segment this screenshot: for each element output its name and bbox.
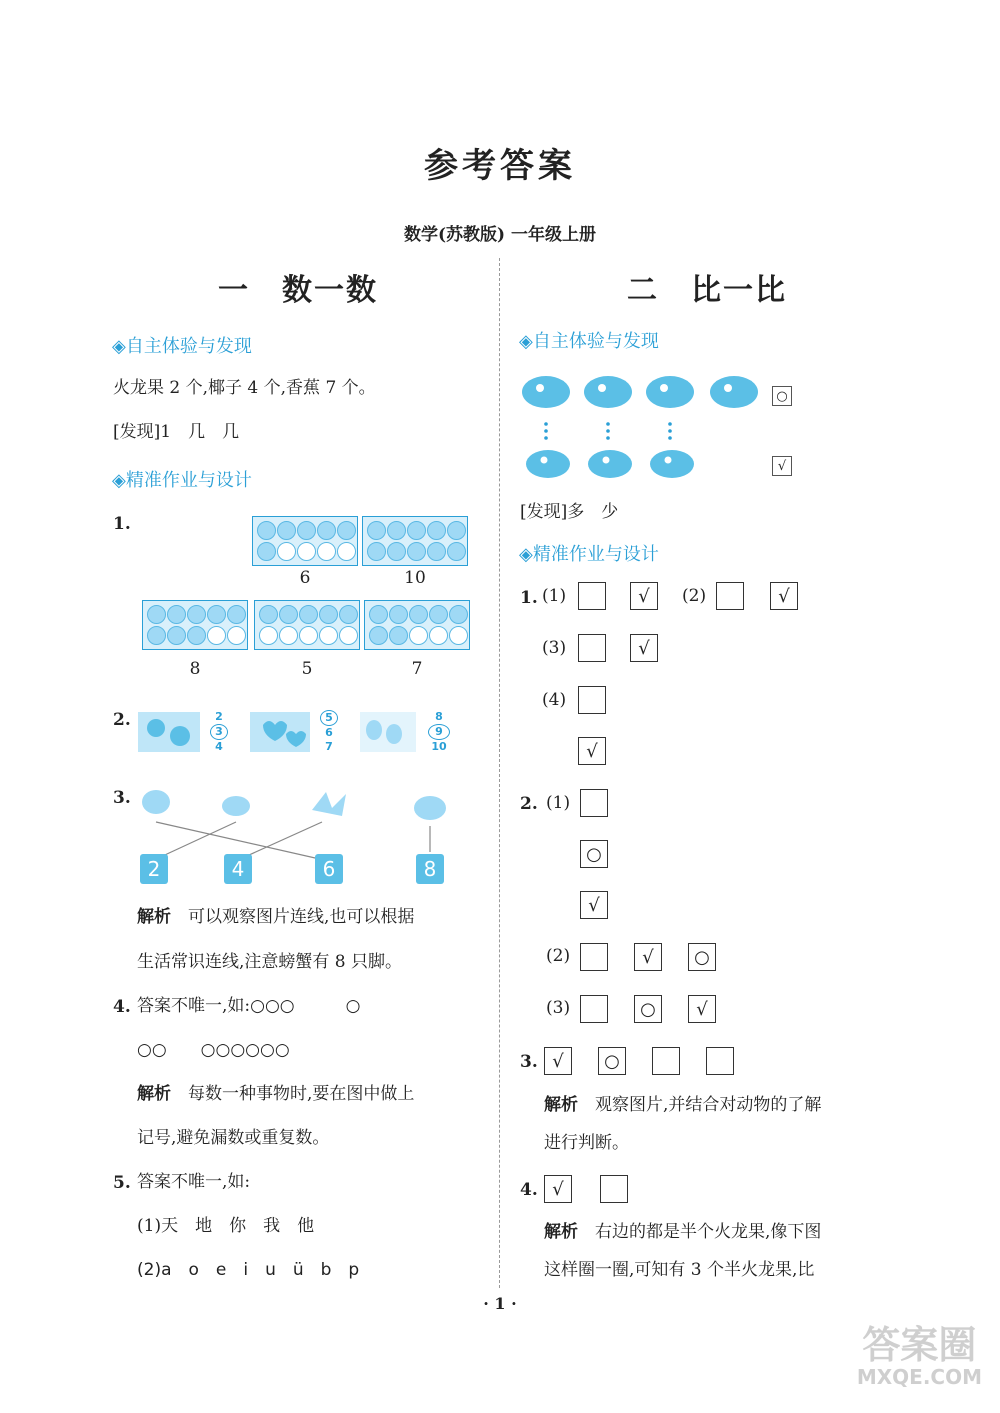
answer-box: √ <box>634 943 662 971</box>
option-number: 8 <box>435 710 443 723</box>
ten-frame-dot <box>409 626 428 645</box>
q4-analysis <box>137 1084 414 1104</box>
answer-box: ○ <box>634 995 662 1023</box>
ten-frame-dot <box>447 521 466 540</box>
ten-frame-label: 8 <box>189 659 201 679</box>
sub-question-label: (4) <box>542 690 567 710</box>
sub-question-label: (1) <box>542 586 567 606</box>
left-q4-number: 4. <box>113 997 131 1017</box>
sub-question-label: (3) <box>546 998 571 1018</box>
ten-frame-dot <box>337 521 356 540</box>
answer-box: √ <box>688 995 716 1023</box>
option-number: 2 <box>215 710 223 723</box>
ten-frame-dot <box>337 542 356 561</box>
answer-box: √ <box>580 891 608 919</box>
q3-analysis-line2: 生活常识连线,注意螃蟹有 8 只脚。 <box>137 952 403 972</box>
ten-frame <box>364 600 470 650</box>
ten-frame-label: 7 <box>411 659 423 679</box>
animal-matching-lines <box>134 780 464 890</box>
answer-box: ○ <box>598 1047 626 1075</box>
right-q4-analysis <box>544 1222 821 1242</box>
ten-frame-dot <box>427 542 446 561</box>
ten-frame-dot <box>407 521 426 540</box>
ten-frame <box>362 516 468 566</box>
right-q2-number: 2. <box>520 794 538 814</box>
answer-box: √ <box>630 634 658 662</box>
ten-frame-dot <box>319 605 338 624</box>
answer-box <box>580 995 608 1023</box>
ten-frame-dot <box>319 626 338 645</box>
ten-frame-dot <box>167 605 186 624</box>
sub-question-label: (2) <box>682 586 707 606</box>
left-q1-number: 1. <box>113 514 131 534</box>
answer-box <box>600 1175 628 1203</box>
ten-frame-dot <box>187 605 206 624</box>
ten-frame-dot <box>299 605 318 624</box>
left-q5-number: 5. <box>113 1173 131 1193</box>
watermark-logo-text: 答案圈 <box>862 1323 977 1367</box>
chapter-one-title: 一 数一数 <box>218 273 378 308</box>
number-tile: 8 <box>416 854 444 884</box>
right-section-homework: ◈精准作业与设计 <box>519 544 659 565</box>
ten-frame-dot <box>317 521 336 540</box>
ten-frame-dot <box>429 626 448 645</box>
ten-frame-dot <box>449 626 468 645</box>
answer-box: √ <box>770 582 798 610</box>
ten-frame-dot <box>207 626 226 645</box>
right-discover-line: [发现]多 少 <box>520 502 619 522</box>
option-number-circled: 9 <box>428 724 450 740</box>
ten-frame <box>142 600 248 650</box>
answer-box <box>578 686 606 714</box>
ten-frame-dot <box>147 626 166 645</box>
column-divider <box>499 258 500 1288</box>
number-tile: 6 <box>315 854 343 884</box>
ten-frame-dot <box>449 605 468 624</box>
ten-frame-dot <box>409 605 428 624</box>
answer-box: √ <box>630 582 658 610</box>
ten-frame-dot <box>387 542 406 561</box>
analysis-text: 观察图片,并结合对动物的了解 <box>595 1095 822 1115</box>
sub-question-label: (2) <box>546 946 571 966</box>
q5-answer-letters: (2)a o e i u ü b p <box>137 1260 360 1280</box>
answer-box <box>580 789 608 817</box>
analysis-text: 可以观察图片连线,也可以根据 <box>188 907 415 927</box>
ten-frame <box>254 600 360 650</box>
answer-box <box>706 1047 734 1075</box>
answer-box <box>578 582 606 610</box>
option-number: 6 <box>325 726 333 739</box>
ten-frame-dot <box>257 521 276 540</box>
ten-frame-dot <box>339 626 358 645</box>
number-tile: 4 <box>224 854 252 884</box>
ten-frame-label: 5 <box>301 659 313 679</box>
answer-box: √ <box>772 456 792 476</box>
page-number: · 1 · <box>483 1294 517 1313</box>
ten-frame-dot <box>147 605 166 624</box>
right-q3-analysis-line2: 进行判断。 <box>544 1133 629 1153</box>
answer-box: √ <box>544 1175 572 1203</box>
analysis-label: 解析 <box>137 1084 171 1104</box>
ten-frame-dot <box>427 521 446 540</box>
ten-frame-dot <box>167 626 186 645</box>
right-q1-number: 1. <box>520 588 538 608</box>
left-q3-number: 3. <box>113 788 131 808</box>
ten-frame-dot <box>227 605 246 624</box>
analysis-label: 解析 <box>137 907 171 927</box>
left-section-self-experience: ◈自主体验与发现 <box>112 336 252 357</box>
ten-frame-label: 6 <box>299 568 311 588</box>
ten-frame-dot <box>299 626 318 645</box>
option-number: 4 <box>215 740 223 753</box>
ten-frame-dot <box>277 521 296 540</box>
ten-frame-dot <box>447 542 466 561</box>
answer-box: ○ <box>772 386 792 406</box>
page-title: 参考答案 <box>424 146 576 186</box>
ten-frame-dot <box>429 605 448 624</box>
right-q4-number: 4. <box>520 1180 538 1200</box>
left-discover-line: [发现]1 几 几 <box>113 422 240 442</box>
answer-box <box>578 634 606 662</box>
matching-exercise <box>134 780 464 890</box>
ten-frame-dot <box>387 521 406 540</box>
right-q3-analysis <box>544 1095 821 1115</box>
q3-analysis <box>137 907 414 927</box>
ten-frame-dot <box>279 626 298 645</box>
option-number-circled: 3 <box>210 724 228 740</box>
right-q4-analysis-line2: 这样圈一圈,可知有 3 个半火龙果,比 <box>544 1260 815 1280</box>
ten-frame-dot <box>369 605 388 624</box>
chapter-two-title: 二 比一比 <box>627 273 787 308</box>
watermark <box>857 1325 982 1389</box>
ten-frame-dot <box>259 626 278 645</box>
answer-box <box>652 1047 680 1075</box>
ten-frame-dot <box>367 542 386 561</box>
ten-frame-dot <box>227 626 246 645</box>
number-tile: 2 <box>140 854 168 884</box>
ten-frame-dot <box>297 521 316 540</box>
answer-box: √ <box>544 1047 572 1075</box>
ten-frame-dot <box>389 626 408 645</box>
ten-frame-dot <box>259 605 278 624</box>
ten-frame-dot <box>257 542 276 561</box>
answer-box: √ <box>578 737 606 765</box>
option-number: 7 <box>325 740 333 753</box>
q4-analysis-line2: 记号,避免漏数或重复数。 <box>137 1128 330 1148</box>
watermark-url: MXQE.COM <box>856 1365 982 1389</box>
birds-picture <box>518 368 768 488</box>
answer-box <box>716 582 744 610</box>
answer-box: ○ <box>688 943 716 971</box>
option-number-circled: 5 <box>320 710 338 726</box>
q4-answer-line2: ○○ ○○○○○○ <box>137 1040 290 1060</box>
right-q3-number: 3. <box>520 1052 538 1072</box>
ten-frame-dot <box>279 605 298 624</box>
ten-frame-dot <box>297 542 316 561</box>
ten-frame-dot <box>277 542 296 561</box>
q5-answer-intro: 答案不唯一,如: <box>137 1172 251 1192</box>
sub-question-label: (3) <box>542 638 567 658</box>
counting-pictures-illustration <box>138 710 474 756</box>
ten-frame-dot <box>367 521 386 540</box>
ten-frame <box>252 516 358 566</box>
answer-box <box>580 943 608 971</box>
analysis-text: 右边的都是半个火龙果,像下图 <box>595 1222 822 1242</box>
counting-picture-strip <box>138 710 474 756</box>
analysis-text: 每数一种事物时,要在图中做上 <box>188 1084 415 1104</box>
ten-frame-dot <box>187 626 206 645</box>
q5-answer-chars: (1)天 地 你 我 他 <box>137 1216 315 1236</box>
ten-frame-dot <box>407 542 426 561</box>
q4-answer-line1: 答案不唯一,如:○○○ ○ <box>137 996 361 1016</box>
left-q2-number: 2. <box>113 710 131 730</box>
analysis-label: 解析 <box>544 1222 578 1242</box>
right-section-self-experience: ◈自主体验与发现 <box>519 331 659 352</box>
left-section-homework: ◈精准作业与设计 <box>112 470 252 491</box>
ten-frame-dot <box>317 542 336 561</box>
option-number: 10 <box>431 740 447 753</box>
analysis-label: 解析 <box>544 1095 578 1115</box>
ten-frame-dot <box>369 626 388 645</box>
ten-frame-dot <box>339 605 358 624</box>
page-subtitle: 数学(苏教版) 一年级上册 <box>403 225 596 245</box>
ten-frame-dot <box>389 605 408 624</box>
ten-frame-dot <box>207 605 226 624</box>
bird-comparison-illustration <box>518 368 768 488</box>
ten-frame-label: 10 <box>404 568 426 588</box>
answer-box: ○ <box>580 840 608 868</box>
sub-question-label: (1) <box>546 793 571 813</box>
fruit-count-line: 火龙果 2 个,椰子 4 个,香蕉 7 个。 <box>113 378 376 398</box>
